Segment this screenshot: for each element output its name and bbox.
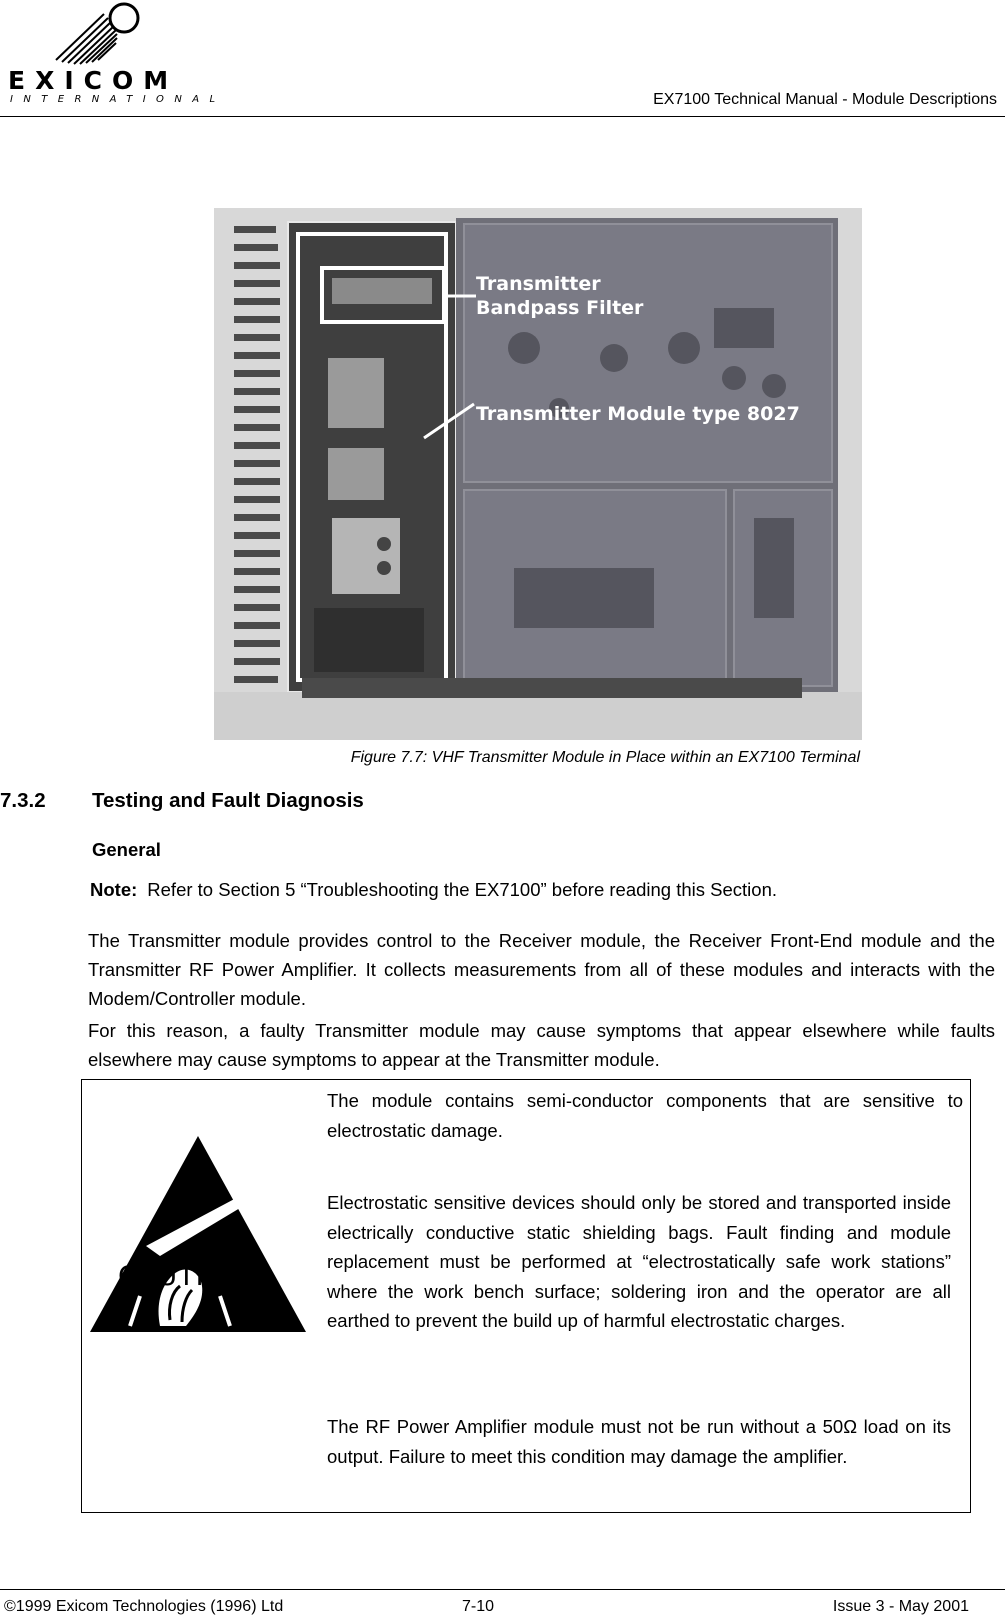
caution-label: CAUTION <box>118 1261 248 1292</box>
note-label: Note: <box>90 879 138 900</box>
paragraph-2: For this reason, a faulty Transmitter module may cause symptoms that appear elsewhere while faults elsewhere may cause symptoms to appear at the Transmitter module. <box>88 1020 995 1070</box>
footer-page-number: 7-10 <box>462 1598 495 1615</box>
caution-paragraph-3: The RF Power Amplifier module must not be run without a 50Ω load on its output. Failure to meet this condition may damage the amplifier. <box>327 1416 951 1467</box>
section-heading <box>0 788 364 814</box>
note-text: Refer to Section 5 “Troubleshooting the EX7100” before reading this Section. <box>147 879 778 900</box>
caution-paragraph-2: Electrostatic sensitive devices should only be stored and transported inside electrically conductive static shielding bags. Fault finding and module replacement must be performed at “electrostatically safe work stations” where the work bench surface; soldering iron and the operator are all earthed to prevent the build up of harmful electrostatic charges. <box>327 1192 951 1331</box>
note <box>90 878 777 902</box>
figure-label-filter-2: Bandpass Filter <box>476 297 644 319</box>
subheading-general: General <box>92 839 161 860</box>
header-divider <box>0 116 1005 117</box>
exicom-logo <box>4 0 226 110</box>
figure-caption: Figure 7.7: VHF Transmitter Module in Place within an EX7100 Terminal <box>350 749 860 766</box>
caution-paragraph-1: The module contains semi-conductor components that are sensitive to electrostatic damage. <box>327 1090 963 1141</box>
logo-emblem-icon <box>4 0 176 70</box>
logo-wordmark: EXICOM <box>8 66 179 95</box>
footer-divider <box>0 1589 1005 1590</box>
logo-subtitle: INTERNATIONAL <box>10 94 226 105</box>
figure-label-module: Transmitter Module type 8027 <box>476 403 800 425</box>
transmitter-photo <box>214 208 862 740</box>
section-number: 7.3.2 <box>0 789 46 812</box>
footer-copyright: ©1999 Exicom Technologies (1996) Ltd <box>4 1598 284 1615</box>
section-title: Testing and Fault Diagnosis <box>92 789 364 812</box>
footer-issue: Issue 3 - May 2001 <box>832 1598 969 1615</box>
header-title: EX7100 Technical Manual - Module Descriptions <box>653 91 997 108</box>
paragraph-1: The Transmitter module provides control to the Receiver module, the Receiver Front-End module and the Transmitter RF Power Amplifier. It collects measurements from all of these modules and interacts with the Modem/Controller module. <box>88 930 995 1009</box>
figure-label-filter-1: Transmitter <box>476 273 601 295</box>
